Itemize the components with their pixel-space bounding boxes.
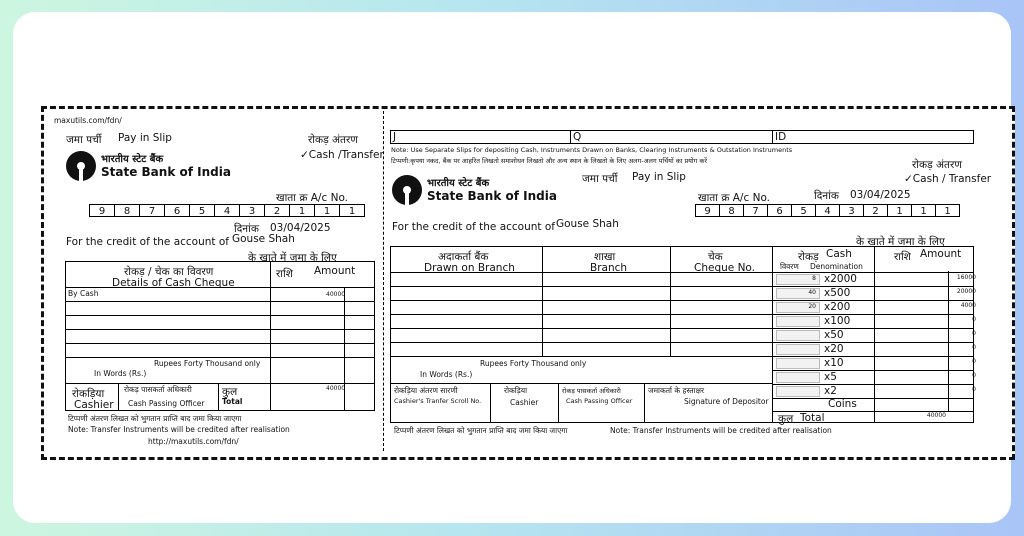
cpo-hi: रोकड़ पासकर्ता अधिकारी <box>124 385 192 394</box>
denomination-label: x100 <box>824 315 851 327</box>
denomination-count: 8 <box>812 275 816 282</box>
denomination-label: x500 <box>824 287 851 299</box>
sbi-logo <box>66 151 231 181</box>
cash-transfer-right: ✓Cash / Transfer <box>904 173 992 185</box>
date-label-right: दिनांक <box>814 190 839 202</box>
denomination-label: x200 <box>824 301 851 313</box>
amount-en: Amount <box>314 265 356 277</box>
jama-parchi: जमा पर्ची <box>66 134 102 146</box>
note-bottom-hi: टिप्पणी अंतरण लिखत को भुगतान प्राप्ति बाद जमा किया जाएगा <box>394 426 568 435</box>
denomination-row <box>772 356 982 370</box>
cash-hi: रोकड़ <box>798 251 819 263</box>
ac-digit: 1 <box>935 204 960 217</box>
bank-name-hindi: भारतीय स्टेट बैंक <box>101 154 164 165</box>
cheque-hi: चेक <box>708 251 723 263</box>
denomination-amount: 16000 <box>956 274 976 281</box>
account-name-right: Gouse Shah <box>556 218 619 230</box>
account-name: Gouse Shah <box>232 233 295 245</box>
denomination-amount: 0 <box>972 330 976 337</box>
ac-label-right: खाता क्र A/c No. <box>698 192 771 204</box>
note-en: Note: Transfer Instruments will be credited after realisation <box>68 425 290 434</box>
ac-digit: 8 <box>114 204 140 217</box>
date-label: दिनांक <box>234 223 259 235</box>
by-cash-label: By Cash <box>68 289 99 298</box>
total-en: Total <box>222 397 243 406</box>
denomination-label: x2 <box>824 385 837 397</box>
cash-transfer: ✓Cash /Transfer <box>300 149 384 161</box>
denomination-amount: 0 <box>972 316 976 323</box>
denomination-amount: 0 <box>972 386 976 393</box>
branch-hi: शाखा <box>594 251 616 263</box>
amount-in-words-right: Rupees Forty Thousand only <box>480 359 587 368</box>
cashier-hi: रोकड़िया <box>72 388 105 400</box>
denomination-row <box>772 342 982 356</box>
ac-digit: 4 <box>815 204 840 217</box>
denomination-label: x10 <box>824 357 844 369</box>
cheque-en: Cheque No. <box>694 262 755 274</box>
bank-name-english: State Bank of India <box>101 165 231 179</box>
sbi-logo-icon <box>392 175 422 205</box>
note-bottom-en: Note: Transfer Instruments will be credited after realisation <box>610 426 832 435</box>
bank-name-english-right: State Bank of India <box>427 189 557 203</box>
ac-digit: 2 <box>863 204 888 217</box>
amount-hi: राशि <box>276 268 293 280</box>
denomination-label: x2000 <box>824 273 857 285</box>
denomination-row <box>772 314 982 328</box>
denomination-label: x5 <box>824 371 837 383</box>
ac-digit: 8 <box>719 204 744 217</box>
rokad-antaran-right: रोकड़ अंतरण <box>912 159 962 171</box>
ac-number-boxes <box>90 204 365 217</box>
cpo-en: Cash Passing Officer <box>128 399 205 408</box>
denomination-amount: 4000 <box>960 302 976 309</box>
pay-in-slip-right: Pay in Slip <box>632 171 686 183</box>
note-hi: टिप्पणी अंतरण लिखत को भुगतान प्राप्ति बाद जमा किया जाएगा <box>68 414 242 423</box>
ac-digit: 1 <box>887 204 912 217</box>
q-label: Q <box>573 131 582 143</box>
denom-en: Denomination <box>810 262 863 271</box>
details-en: Details of Cash Cheque <box>112 277 235 289</box>
jq-id-row <box>390 130 974 144</box>
total-hi-right: कुल <box>778 413 794 425</box>
ac-digit: 3 <box>239 204 265 217</box>
ac-digit: 2 <box>264 204 290 217</box>
ac-digit: 7 <box>743 204 768 217</box>
cash-en: Cash <box>826 248 852 260</box>
denomination-list <box>772 272 974 398</box>
scroll-hi: रोकड़िया अंतरण सारणी <box>394 386 458 395</box>
credit-label-right: For the credit of the account of <box>392 221 555 233</box>
perforation-line <box>383 111 384 451</box>
ac-digit: 5 <box>791 204 816 217</box>
credit-label: For the credit of the account of <box>66 236 229 248</box>
denomination-row <box>772 328 982 342</box>
ac-digit: 7 <box>139 204 165 217</box>
denomination-amount: 20000 <box>956 288 976 295</box>
coins-label: Coins <box>828 398 857 410</box>
denomination-label: x50 <box>824 329 844 341</box>
date-value: 03/04/2025 <box>270 222 331 234</box>
total-amount-right: 40000 <box>926 412 946 419</box>
denomination-row <box>772 384 982 398</box>
ac-digit: 1 <box>911 204 936 217</box>
total-amount: 40000 <box>326 385 346 392</box>
total-hi: कुल <box>222 386 238 398</box>
scroll-en: Cashier's Tranfer Scroll No. <box>394 397 482 405</box>
amount-en-right: Amount <box>920 248 962 260</box>
in-words-label: In Words (Rs.) <box>94 369 147 378</box>
jama-parchi-right: जमा पर्ची <box>582 173 618 185</box>
ke-khate-right: के खाते में जमा के लिए <box>856 236 945 248</box>
details-hi: रोकड़ / चेक का विवरण <box>124 266 214 278</box>
by-cash-amount: 40000 <box>326 291 346 298</box>
drawn-en: Drawn on Branch <box>424 262 515 274</box>
denom-hi: विवरण <box>780 262 799 271</box>
signature-en: Signature of Depositor <box>684 397 769 406</box>
ac-digit: 6 <box>164 204 190 217</box>
ac-digit: 6 <box>767 204 792 217</box>
id-label: ID <box>775 131 787 143</box>
pay-in-slip: Pay in Slip <box>118 132 172 144</box>
ac-digit: 1 <box>339 204 365 217</box>
sbi-logo-icon <box>66 151 96 181</box>
deposit-slip <box>41 106 1015 460</box>
ac-number-boxes-right <box>696 204 960 217</box>
signature-hi: जमाकर्ता के हस्ताक्षर <box>648 386 705 395</box>
denomination-row <box>772 286 982 300</box>
cashier-hi-right: रोकड़िया <box>504 386 528 395</box>
in-words-label-right: In Words (Rs.) <box>420 370 473 379</box>
sbi-logo-right <box>392 175 557 205</box>
cashier-en: Cashier <box>74 399 114 411</box>
j-label: J <box>393 131 397 143</box>
cpo-en-right: Cash Passing Officer <box>566 397 633 405</box>
ac-label: खाता क्र A/c No. <box>276 192 349 204</box>
card <box>13 12 1011 523</box>
ac-digit: 9 <box>695 204 720 217</box>
drawn-hi: अदाकर्ता बैंक <box>438 251 489 263</box>
denomination-label: x20 <box>824 343 844 355</box>
ke-khate-label: के खाते में जमा के लिए <box>248 252 337 264</box>
denomination-row <box>772 370 982 384</box>
denomination-count: 20 <box>808 303 816 310</box>
url-top: maxutils.com/fdn/ <box>54 116 122 125</box>
denomination-row <box>772 272 982 286</box>
cashier-en-right: Cashier <box>510 398 539 407</box>
denomination-amount: 0 <box>972 372 976 379</box>
ac-digit: 1 <box>289 204 315 217</box>
bank-name-hindi-right: भारतीय स्टेट बैंक <box>427 178 490 189</box>
ac-digit: 5 <box>189 204 215 217</box>
denomination-count: 40 <box>808 289 816 296</box>
denomination-amount: 0 <box>972 344 976 351</box>
amount-in-words: Rupees Forty Thousand only <box>154 359 261 368</box>
branch-en: Branch <box>590 262 628 274</box>
cpo-hi-right: रोकड़ पासकर्ता अधिकारी <box>562 387 621 395</box>
url-bottom: http://maxutils.com/fdn/ <box>148 437 239 446</box>
ac-digit: 9 <box>89 204 115 217</box>
ac-digit: 1 <box>314 204 340 217</box>
separate-slips-note-hi: टिप्पणी:कृपया नकद, बैंक पर आहरित लिखतो समाशोधन लिखतो और अन्य स्थान के लिखतो के लिए अलग-अलग पर्चियों का प्रयोग करें <box>391 157 707 165</box>
separate-slips-note-en: Note: Use Separate Slips for depositing Cash, Instruments Drawn on Banks, Clearing Instruments & Outstation Instruments <box>391 146 793 154</box>
denomination-row <box>772 300 982 314</box>
ac-digit: 3 <box>839 204 864 217</box>
total-en-right: Total <box>800 412 825 424</box>
denomination-amount: 0 <box>972 358 976 365</box>
ac-digit: 4 <box>214 204 240 217</box>
rokad-antaran: रोकड़ अंतरण <box>308 134 358 146</box>
date-value-right: 03/04/2025 <box>850 189 911 201</box>
amount-hi-right: राशि <box>894 251 911 263</box>
